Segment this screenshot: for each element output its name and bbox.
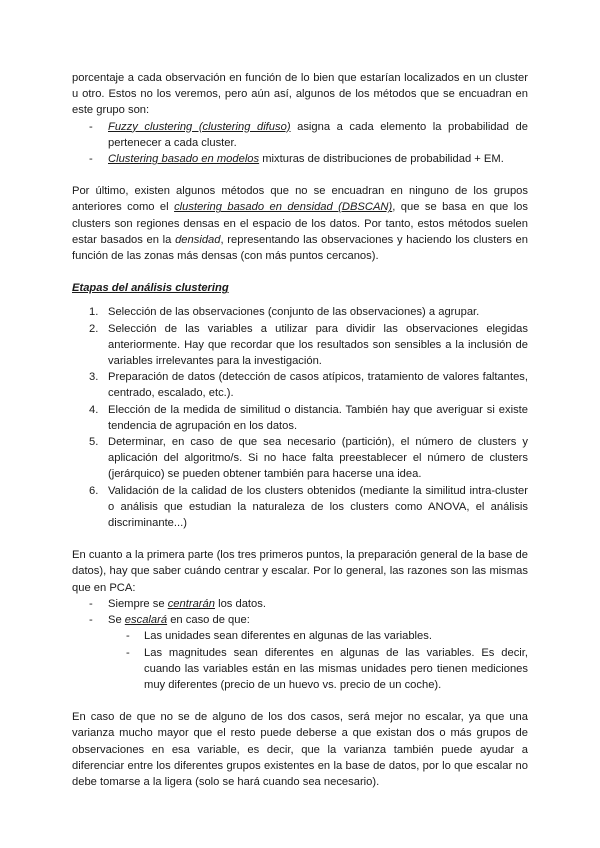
list-item: 5. Determinar, en caso de que sea necesario (partición), el número de clusters y aplicación del algoritmo/s. Si no hace falta preestablecer el número de clusters (jerárquico) se pueden obtener también para hacerse una idea. [89, 436, 528, 481]
list-item: 2. Selección de las variables a utilizar para dividir las observaciones elegidas anteriormente. Hay que recordar que los resultados son sensibles a la inclusión de variables irrelevantes para la investigación. [89, 322, 528, 368]
term-center: centrarán [167, 597, 215, 610]
list-item: - Las unidades sean diferentes en algunas de las variables. [72, 628, 528, 644]
stages-list [72, 304, 528, 531]
intro-paragraph: porcentaje a cada observación en función de lo bien que estarían localizados en un cluster u otro. Estos no los veremos, pero aún así, algunos de los métodos que se encuadran en este grupo son: [72, 72, 528, 117]
scaling-list [72, 596, 528, 628]
list-item: 6. Validación de la calidad de los clusters obtenidos (mediante la similitud intra-cluster o análisis que estudian la naturaleza de los clusters como ANOVA, el análisis discriminante...) [89, 484, 528, 530]
list-item: 1. Selección de las observaciones (conjunto de las observaciones) a agrupar. [89, 306, 480, 319]
list-item: - Clustering basado en modelos mixturas de distribuciones de probabilidad + EM. [72, 151, 528, 167]
list-item: - Siempre se centrarán los datos. [72, 596, 528, 612]
term-model-based: Clustering basado en modelos [108, 153, 260, 166]
term-density: densidad [175, 233, 221, 246]
list-item: 3. Preparación de datos (detección de casos atípicos, tratamiento de valores faltantes, centrado, escalado, etc.). [89, 371, 528, 400]
list-item: - Fuzzy clustering (clustering difuso) asigna a cada elemento la probabilidad de pertenecer a cada cluster. [72, 119, 528, 151]
list-item: 4. Elección de la medida de similitud o distancia. También hay que averiguar si existe tendencia de agrupación en los datos. [89, 403, 528, 432]
term-fuzzy: Fuzzy clustering (clustering difuso) [108, 120, 291, 133]
section-heading: Etapas del análisis clustering [72, 282, 229, 295]
scaling-sublist [72, 628, 528, 693]
density-paragraph: Por último, existen algunos métodos que no se encuadran en ninguno de los grupos anteriores como el clustering basado en densidad (DBSCAN), que se basa en que los clusters son regiones densas en el espacio de los datos. Por tanto, estos métodos suelen estar basados en la densidad, representando las observaciones y haciendo los clusters en función de las zonas más densas (con más puntos cercanos). [72, 185, 528, 263]
closing-paragraph: En caso de que no se de alguno de los dos casos, será mejor no escalar, ya que una varianza mucho mayor que el resto puede deberse a que existan dos o más grupos de observaciones en esa variable, es decir, que la varianza también puede ayudar a diferenciar entre los diferentes grupos existentes en la base de datos, por lo que escalar no debe tomarse a la ligera (solo se hará cuando sea necesario). [72, 711, 528, 788]
methods-list [72, 119, 528, 168]
document-page [72, 70, 528, 790]
list-item: - Se escalará en caso de que: [72, 612, 528, 628]
list-item: - Las magnitudes sean diferentes en algunas de las variables. Es decir, cuando las variables están en las mismas unidades pero tienen mediciones muy diferentes (precio de un huevo vs. precio de un coche). [72, 645, 528, 694]
scaling-paragraph: En cuanto a la primera parte (los tres primeros puntos, la preparación general de la base de datos), hay que saber cuándo centrar y escalar. Por lo general, las razones son las mismas que en PCA: [72, 549, 528, 594]
term-dbscan: clustering basado en densidad (DBSCAN) [174, 201, 393, 214]
term-scale: escalará [124, 614, 168, 627]
